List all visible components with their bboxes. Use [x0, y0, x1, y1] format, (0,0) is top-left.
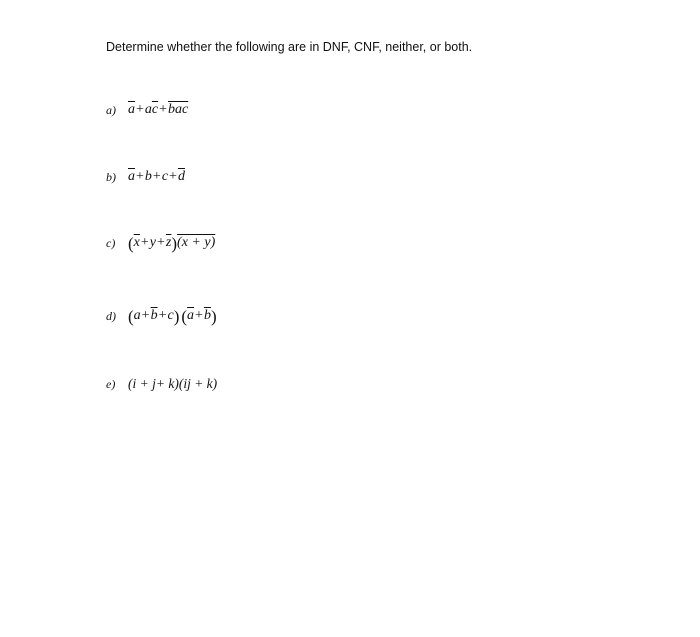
operator: + [159, 102, 168, 117]
operator: + [157, 235, 165, 250]
term: $\overline{x}$ [133, 235, 140, 250]
term: c [167, 308, 174, 323]
term: a [133, 308, 141, 323]
operator: + [195, 308, 203, 323]
item-b [106, 166, 185, 188]
paren: ) [171, 233, 178, 253]
term: a [144, 102, 152, 117]
operator: + [140, 235, 149, 250]
term: $\overline{bac}$ [168, 102, 189, 117]
term: $\overline{a}$ [128, 102, 135, 117]
operator: + [136, 169, 144, 184]
term: $\overline{d}$ [177, 169, 185, 184]
term: $\overline{z}$ [165, 235, 172, 250]
item-label: e) [106, 376, 116, 391]
item-label: c) [106, 235, 116, 250]
term: $\overline{a}$ [187, 308, 195, 323]
paren: ( [128, 306, 134, 326]
operator: + [158, 308, 167, 323]
operator: + [169, 169, 177, 184]
item-label: a) [106, 102, 116, 117]
expression [128, 169, 185, 185]
expression [128, 308, 217, 325]
question-text: Determine whether the following are in DNF, CNF, neither, or both. [106, 40, 473, 54]
term: y [149, 235, 157, 250]
paren: ( [128, 233, 134, 253]
operator: + [141, 308, 150, 323]
item-label: d) [106, 308, 116, 323]
term: $\overline{b}$ [150, 308, 158, 323]
paren: ) [210, 306, 217, 326]
operator: + [136, 102, 144, 117]
paren: ( [181, 306, 188, 326]
paren: ) [173, 306, 180, 326]
item-label: b) [106, 169, 116, 184]
item-a [106, 99, 188, 121]
term: $\overline{c}$ [151, 102, 159, 117]
operator: + [152, 169, 161, 184]
item-c [106, 232, 215, 254]
expression: (i + j+ k)(ij + k) [128, 376, 218, 391]
item-e [106, 373, 217, 395]
expression [128, 102, 188, 118]
term: $\overline{a}$ [128, 169, 135, 184]
term: b [144, 169, 152, 184]
term: $\overline{b}$ [203, 308, 211, 323]
negated-group: (x + y) [177, 235, 216, 250]
item-d [106, 305, 217, 327]
term: c [161, 169, 169, 184]
expression [128, 235, 215, 252]
